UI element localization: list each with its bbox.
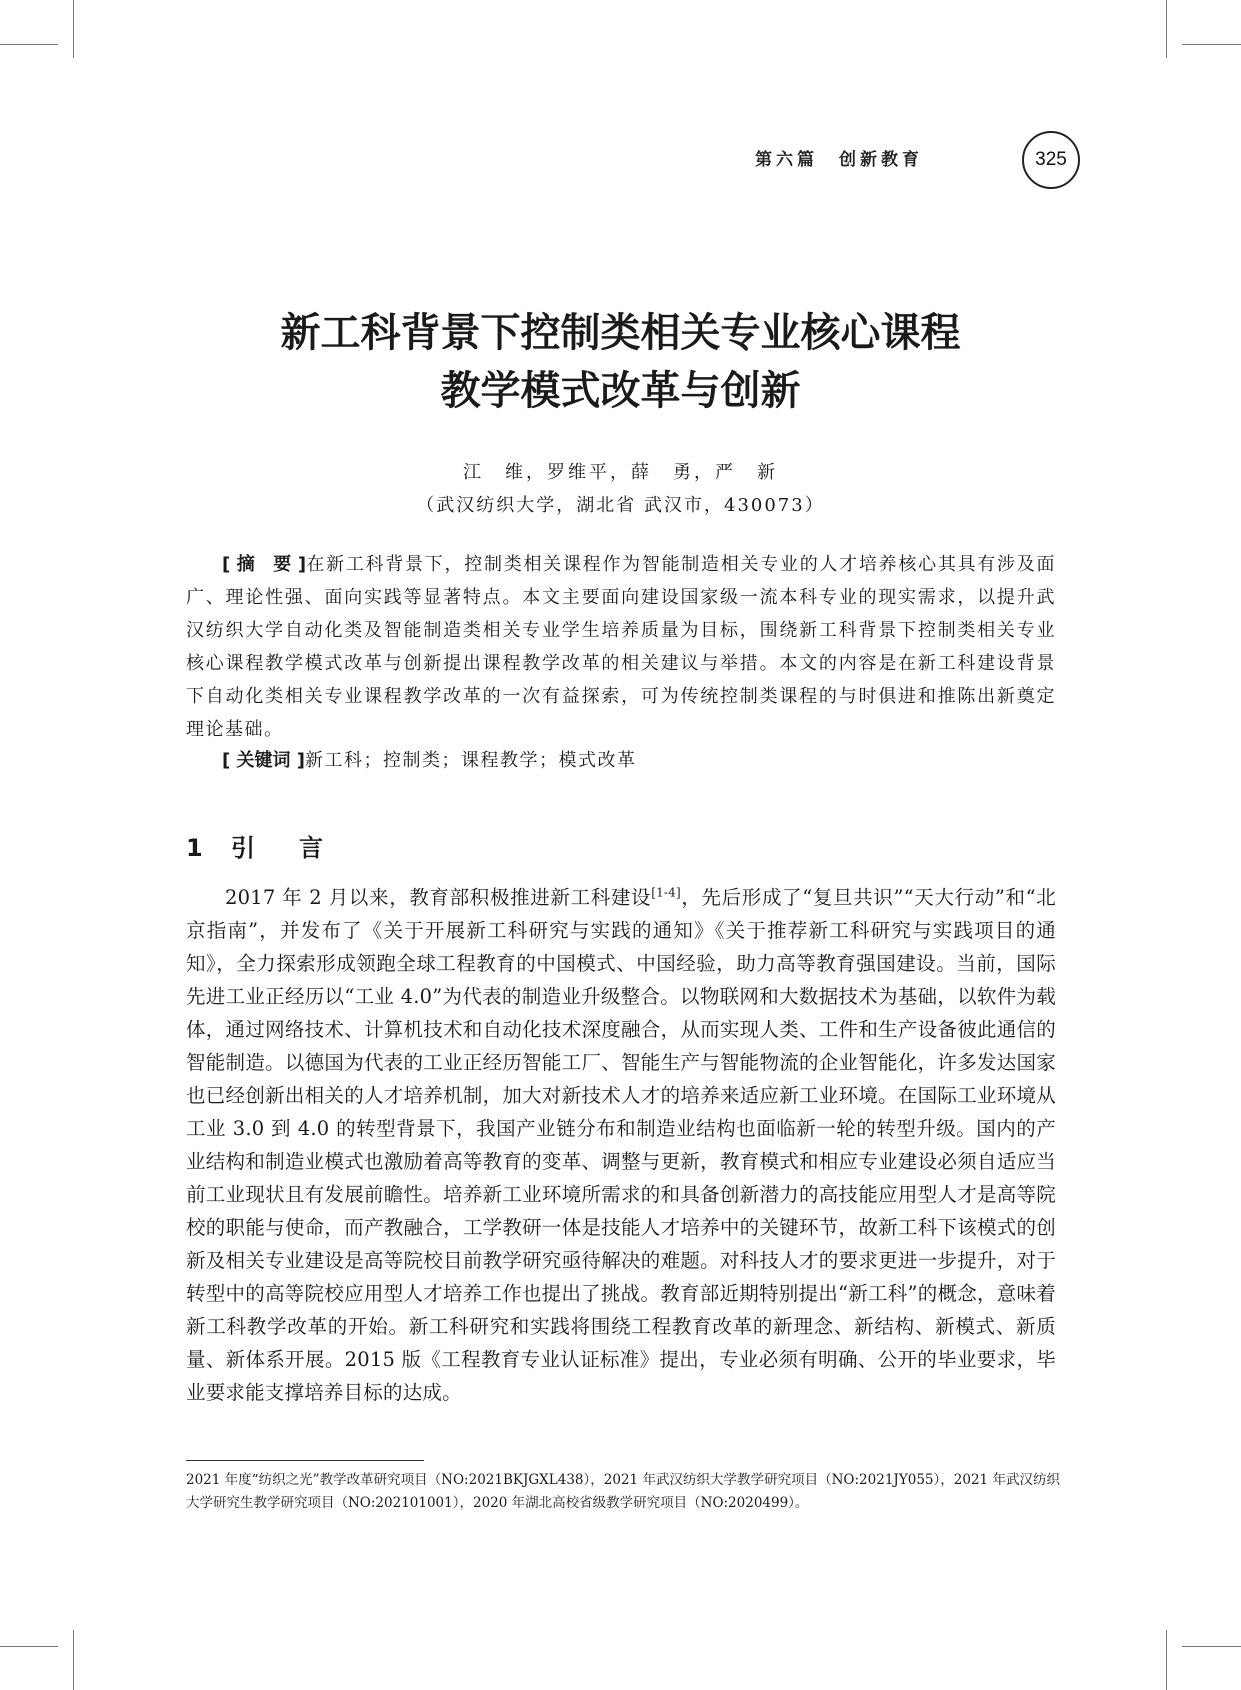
crop-mark-top-left-v <box>73 0 74 58</box>
paragraph-text-part-1: 2017 年 2 月以来，教育部积极推进新工科建设 <box>225 886 652 909</box>
running-header-title: 第六篇 创新教育 <box>755 150 923 170</box>
authors: 江 维，罗维平，薛 勇，严 新 <box>463 462 778 483</box>
funding-footnote: 2021 年度“纺织之光”教学改革研究项目（NO:2021BKJGXL438），2021 年武汉纺织大学教学研究项目（NO:2021JY055），2021 年武汉纺织大学研究生教学研究项目（NO:202101001），2020 年湖北高校省级教学研究项目（NO:2020499）。 <box>186 1472 1060 1511</box>
page-number: 325 <box>1022 131 1080 189</box>
crop-mark-top-right-h <box>1182 44 1241 45</box>
crop-mark-top-left-h <box>0 44 58 45</box>
crop-mark-top-right-v <box>1166 0 1167 58</box>
crop-mark-bottom-left-v <box>73 1630 74 1690</box>
keywords-label: [ 关键词 ] <box>222 750 305 771</box>
abstract <box>186 548 1056 746</box>
paper-title-line-1: 新工科背景下控制类相关专业核心课程 <box>280 310 961 356</box>
citation-reference: [1-4] <box>651 885 681 900</box>
keywords <box>186 744 1056 777</box>
paragraph-text-part-2: ，先后形成了“复旦共识”“天大行动”和“北京指南”，并发布了《关于开展新工科研究与实践的通知》《关于推荐新工科研究与实践项目的通知》，全力探索形成领跑全球工程教育的中国模式、中国经验，助力高等教育强国建设。当前，国际先进工业正经历以“工业 4.0”为代表的制造业升级整合。以物联网和大数据技术为基础，以软件为载体，通过网络技术、计算机技术和自动化技术深度融合，从而实现人类、工件和生产设备彼此通信的智能制造。以德国为代表的工业正经历智能工厂、智能生产与智能物流的企业智能化，许多发达国家也已经创新出相关的人才培养机制，加大对新技术人才的培养来适应新工业环境。在国际工业环境从工业 3.0 到 4.0 的转型背景下，我国产业链分布和制造业结构也面临新一轮的转型升级。国内的产业结构和制造业模式也激励着高等教育的变革、调整与更新，教育模式和相应专业建设必须自适应当前工业现状且有发展前瞻性。培养新工业环境所需求的和具备创新潜力的高技能应用型人才是高等院校的职能与使命，而产教融合，工学教研一体是技能人才培养中的关键环节，故新工科下该模式的创新及相关专业建设是高等院校目前教学研究亟待解决的难题。对科技人才的要求更进一步提升，对于转型中的高等院校应用型人才培养工作也提出了挑战。教育部近期特别提出“新工科”的概念，意味着新工科教学改革的开始。新工科研究和实践将围绕工程教育改革的新理念、新结构、新模式、新质量、新体系开展。2015 版《工程教育专业认证标准》提出，专业必须有明确、公开的毕业要求，毕业要求能支撑培养目标的达成。 <box>186 886 1056 1404</box>
crop-mark-bottom-left-h <box>0 1646 58 1647</box>
crop-mark-bottom-right-h <box>1182 1646 1241 1647</box>
abstract-label: [ 摘 要 ] <box>222 554 307 575</box>
introduction-paragraph <box>186 881 1056 1409</box>
abstract-text: 在新工科背景下，控制类相关课程作为智能制造相关专业的人才培养核心其具有涉及面广、理论性强、面向实践等显著特点。本文主要面向建设国家级一流本科专业的现实需求，以提升武汉纺织大学自动化类及智能制造类相关专业学生培养质量为目标，围绕新工科背景下控制类相关专业核心课程教学模式改革与创新提出课程教学改革的相关建议与举措。本文的内容是在新工科建设背景下自动化类相关专业课程教学改革的一次有益探索，可为传统控制类课程的与时俱进和推陈出新奠定理论基础。 <box>186 554 1056 740</box>
paper-title-line-2: 教学模式改革与创新 <box>440 368 801 414</box>
keywords-text: 新工科；控制类；课程教学；模式改革 <box>305 750 637 771</box>
crop-mark-bottom-right-v <box>1166 1630 1167 1690</box>
section-heading-introduction: 1 引 言 <box>186 834 334 862</box>
affiliation: （武汉纺织大学，湖北省 武汉市，430073） <box>416 495 825 516</box>
footnote-divider <box>186 1460 424 1461</box>
